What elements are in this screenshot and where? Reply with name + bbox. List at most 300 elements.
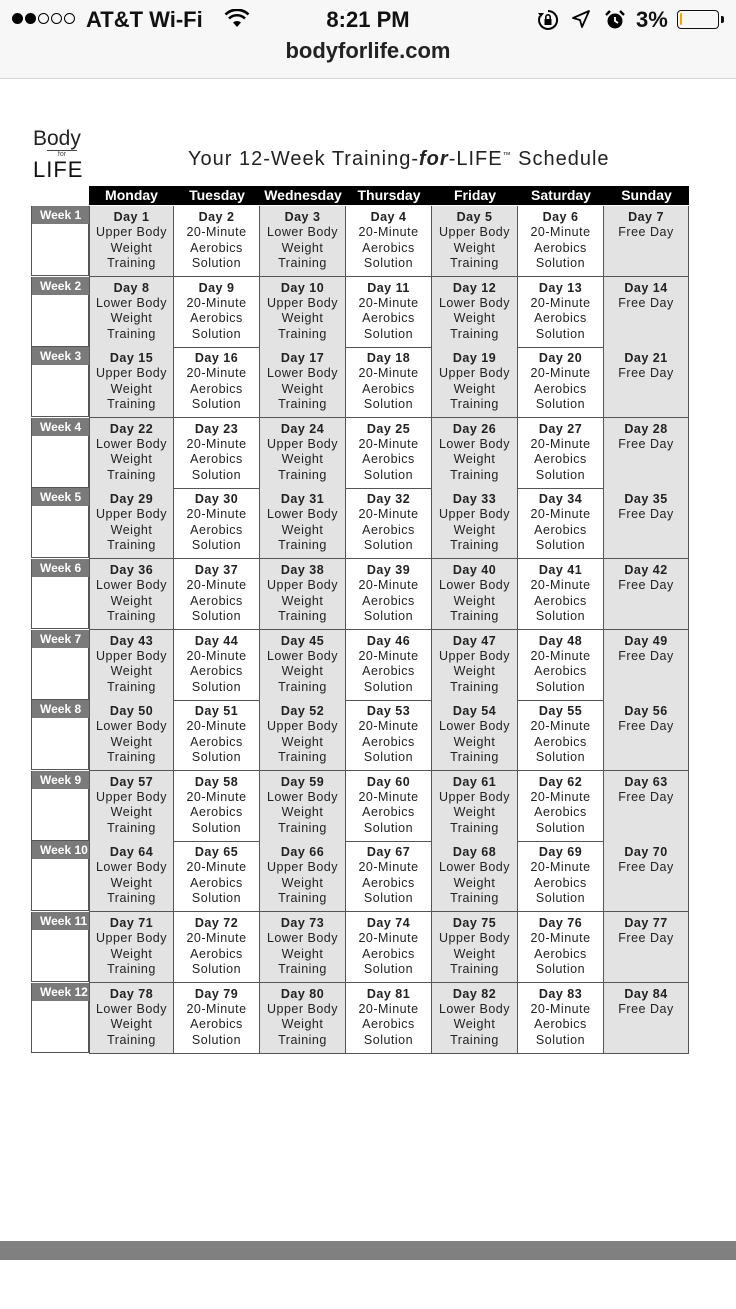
workout-text: Weight: [281, 593, 324, 608]
workout-text: Free Day: [618, 436, 674, 451]
workout-text: Training: [450, 397, 499, 412]
workout-text: 20-Minute: [186, 789, 247, 804]
day-number: Day 13: [538, 280, 583, 295]
day-cell: [260, 206, 346, 277]
day-cell: [89, 983, 174, 1054]
workout-text: Weight: [281, 522, 324, 537]
week-column-cell: [31, 912, 89, 982]
workout-text: Lower Body: [95, 719, 167, 734]
carrier-label: AT&T Wi-Fi: [86, 7, 203, 32]
workout-text: Free Day: [618, 648, 674, 663]
workout-text: Lower Body: [438, 295, 510, 310]
workout-text: Lower Body: [438, 436, 510, 451]
day-cell: [432, 912, 518, 983]
workout-text: Free Day: [618, 225, 674, 239]
weekday-header-wednesday: Wednesday: [264, 187, 342, 203]
day-number: Day 71: [109, 916, 154, 930]
week-row: [31, 983, 689, 1054]
clock: 8:21 PM: [326, 7, 410, 32]
workout-text: Weight: [110, 805, 153, 820]
workout-text: Lower Body: [266, 225, 338, 239]
battery-icon: [677, 10, 719, 29]
day-cell: [174, 559, 260, 630]
workout-text: Upper Body: [95, 648, 167, 663]
workout-text: Solution: [191, 397, 242, 412]
workout-text: Aerobics: [362, 875, 415, 890]
day-number: Day 39: [366, 563, 411, 577]
workout-text: Aerobics: [190, 593, 243, 608]
day-number: Day 52: [280, 704, 325, 719]
workout-text: Weight: [110, 946, 153, 961]
week-label: Week 8: [32, 700, 89, 718]
workout-text: Aerobics: [362, 522, 415, 537]
week-row: [31, 347, 689, 418]
workout-text: Aerobics: [190, 311, 243, 326]
workout-text: 20-Minute: [530, 1001, 591, 1016]
workout-text: Aerobics: [534, 734, 587, 749]
day-cell: [604, 277, 689, 348]
workout-text: Weight: [281, 805, 324, 820]
workout-text: Training: [107, 256, 156, 270]
day-number: Day 9: [198, 280, 235, 295]
workout-text: Aerobics: [362, 1017, 415, 1032]
workout-text: Weight: [453, 1017, 496, 1032]
day-cell: [89, 559, 174, 630]
week-label: Week 5: [32, 488, 89, 506]
day-cell: [518, 347, 604, 418]
day-cell: [89, 700, 174, 771]
day-number: Day 36: [109, 563, 154, 577]
day-cell: [174, 700, 260, 771]
day-cell: [604, 418, 689, 489]
day-number: Day 40: [452, 563, 497, 577]
workout-text: Free Day: [618, 295, 674, 310]
day-number: Day 15: [109, 351, 154, 366]
day-cell: [174, 488, 260, 559]
day-cell: [518, 630, 604, 701]
day-number: Day 27: [538, 421, 583, 436]
workout-text: Training: [107, 326, 156, 341]
day-number: Day 55: [538, 704, 583, 719]
workout-text: Solution: [363, 397, 414, 412]
workout-text: Aerobics: [534, 452, 587, 467]
day-cell: [432, 771, 518, 842]
day-number: Day 79: [194, 986, 239, 1001]
day-number: Day 70: [624, 845, 668, 860]
workout-text: Weight: [281, 664, 324, 679]
workout-text: Free Day: [618, 719, 674, 734]
workout-text: Training: [450, 962, 499, 976]
day-number: Day 48: [538, 633, 583, 648]
workout-text: Weight: [110, 875, 153, 890]
workout-text: Training: [107, 750, 156, 765]
week-label: Week 3: [32, 347, 89, 365]
workout-text: Aerobics: [362, 805, 415, 820]
workout-text: Free Day: [618, 931, 674, 945]
day-number: Day 6: [542, 210, 579, 224]
workout-text: Solution: [191, 891, 242, 906]
day-cell: [174, 912, 260, 983]
workout-text: Solution: [363, 467, 414, 482]
workout-text: Aerobics: [534, 664, 587, 679]
workout-text: Aerobics: [190, 946, 243, 961]
day-number: Day 74: [366, 916, 411, 930]
workout-text: Aerobics: [190, 805, 243, 820]
workout-text: Training: [278, 609, 327, 623]
workout-text: Weight: [110, 311, 153, 326]
workout-text: Weight: [453, 875, 496, 890]
workout-text: Aerobics: [362, 946, 415, 961]
day-cell: [346, 559, 432, 630]
workout-text: Solution: [535, 679, 586, 694]
workout-text: Aerobics: [362, 452, 415, 467]
workout-text: Weight: [453, 593, 496, 608]
day-number: Day 28: [624, 421, 668, 436]
day-number: Day 41: [538, 563, 583, 577]
day-cell: [260, 983, 346, 1054]
day-cell: [604, 841, 689, 912]
workout-text: Training: [278, 397, 327, 412]
workout-text: Training: [107, 609, 156, 623]
day-number: Day 43: [109, 633, 154, 648]
workout-text: Training: [278, 256, 327, 270]
day-cell: [604, 912, 689, 983]
day-number: Day 7: [628, 210, 664, 224]
workout-text: Solution: [191, 609, 242, 623]
day-number: Day 2: [198, 210, 235, 224]
workout-text: Aerobics: [190, 734, 243, 749]
workout-text: 20-Minute: [530, 225, 591, 239]
day-cell: [432, 488, 518, 559]
address-bar-url[interactable]: bodyforlife.com: [285, 38, 451, 63]
day-cell: [604, 771, 689, 842]
week-column-cell: [31, 488, 89, 558]
workout-text: Lower Body: [438, 578, 510, 592]
day-number: Day 64: [109, 845, 154, 860]
bottom-toolbar-strip: [0, 1241, 736, 1260]
day-number: Day 62: [538, 774, 583, 789]
workout-text: 20-Minute: [358, 225, 419, 239]
day-number: Day 32: [366, 492, 411, 507]
day-number: Day 57: [109, 774, 154, 789]
week-column-cell: [31, 630, 89, 700]
workout-text: 20-Minute: [530, 295, 591, 310]
day-cell: [432, 418, 518, 489]
workout-text: 20-Minute: [186, 225, 247, 239]
day-number: Day 16: [194, 351, 239, 366]
day-number: Day 60: [366, 774, 411, 789]
workout-text: Weight: [110, 1017, 153, 1032]
workout-text: 20-Minute: [530, 436, 591, 451]
workout-text: Training: [278, 679, 327, 694]
day-number: Day 30: [194, 492, 239, 507]
workout-text: 20-Minute: [358, 578, 419, 592]
workout-text: Weight: [281, 381, 324, 396]
day-cell: [260, 912, 346, 983]
workout-text: 20-Minute: [186, 931, 247, 945]
workout-text: 20-Minute: [358, 860, 419, 875]
day-cell: [260, 488, 346, 559]
workout-text: Upper Body: [266, 578, 338, 592]
weekday-header-friday: Friday: [453, 187, 496, 203]
weekday-header-thursday: Thursday: [357, 187, 421, 203]
workout-text: Upper Body: [266, 436, 338, 451]
workout-text: Aerobics: [534, 240, 587, 255]
day-number: Day 14: [624, 280, 668, 295]
day-cell: [604, 630, 689, 701]
workout-text: Upper Body: [266, 1001, 338, 1016]
day-number: Day 63: [624, 774, 668, 789]
week-row: [31, 841, 689, 912]
day-cell: [604, 700, 689, 771]
workout-text: Weight: [453, 664, 496, 679]
weekday-header-row: [89, 186, 689, 205]
workout-text: Free Day: [618, 366, 674, 381]
day-number: Day 80: [280, 986, 325, 1001]
weekday-header-monday: Monday: [105, 187, 158, 203]
workout-text: Weight: [453, 240, 496, 255]
day-cell: [604, 206, 689, 277]
workout-text: Weight: [453, 522, 496, 537]
workout-text: Lower Body: [438, 719, 510, 734]
week-column-cell: [31, 418, 89, 488]
workout-text: Solution: [535, 256, 586, 270]
day-number: Day 47: [452, 633, 497, 648]
day-cell: [260, 418, 346, 489]
day-cell: [518, 841, 604, 912]
workout-text: Aerobics: [534, 381, 587, 396]
workout-text: Weight: [281, 452, 324, 467]
day-cell: [89, 206, 174, 277]
workout-text: Training: [278, 467, 327, 482]
day-number: Day 12: [452, 280, 497, 295]
day-number: Day 49: [624, 633, 668, 648]
workout-text: Training: [278, 750, 327, 765]
workout-text: 20-Minute: [186, 578, 247, 592]
workout-text: Training: [107, 962, 156, 976]
day-number: Day 8: [113, 280, 150, 295]
workout-text: Upper Body: [438, 225, 510, 239]
day-number: Day 11: [367, 280, 410, 295]
workout-text: 20-Minute: [358, 931, 419, 945]
workout-text: 20-Minute: [358, 719, 419, 734]
workout-text: Solution: [191, 962, 242, 976]
day-number: Day 65: [194, 845, 239, 860]
day-cell: [518, 418, 604, 489]
week-label: Week 7: [32, 630, 89, 648]
workout-text: 20-Minute: [186, 507, 247, 522]
body-for-life-logo: Body for LIFE: [33, 127, 84, 182]
day-cell: [604, 983, 689, 1054]
workout-text: Solution: [191, 326, 242, 341]
workout-text: Lower Body: [95, 1001, 167, 1016]
battery-percentage: 3%: [636, 7, 668, 32]
workout-text: Training: [278, 820, 327, 835]
workout-text: Aerobics: [534, 946, 587, 961]
day-number: Day 76: [538, 916, 583, 930]
workout-text: Solution: [363, 609, 414, 623]
week-row: [31, 488, 689, 559]
week-row: [31, 771, 689, 842]
day-number: Day 20: [538, 351, 583, 366]
day-number: Day 10: [280, 280, 325, 295]
workout-text: 20-Minute: [186, 366, 247, 381]
workout-text: Aerobics: [190, 240, 243, 255]
day-cell: [174, 841, 260, 912]
day-cell: [346, 841, 432, 912]
day-cell: [260, 630, 346, 701]
day-cell: [89, 771, 174, 842]
week-row: [31, 559, 689, 630]
week-label: Week 2: [32, 277, 89, 295]
week-label: Week 1: [32, 206, 89, 224]
workout-text: Lower Body: [95, 860, 167, 875]
workout-text: Weight: [281, 240, 324, 255]
week-column-cell: [31, 771, 89, 841]
workout-text: Aerobics: [362, 734, 415, 749]
workout-text: Solution: [535, 891, 586, 906]
workout-text: Solution: [535, 962, 586, 976]
workout-text: 20-Minute: [186, 860, 247, 875]
workout-text: Upper Body: [438, 648, 510, 663]
workout-text: Weight: [453, 805, 496, 820]
workout-text: Training: [107, 397, 156, 412]
day-cell: [432, 559, 518, 630]
workout-text: Training: [107, 820, 156, 835]
workout-text: Upper Body: [438, 931, 510, 945]
day-cell: [432, 983, 518, 1054]
workout-text: Weight: [110, 240, 153, 255]
workout-text: Free Day: [618, 507, 674, 522]
workout-text: Training: [278, 891, 327, 906]
day-cell: [89, 912, 174, 983]
day-cell: [260, 841, 346, 912]
day-number: Day 18: [366, 351, 411, 366]
day-number: Day 67: [366, 845, 411, 860]
day-cell: [518, 700, 604, 771]
day-cell: [604, 488, 689, 559]
workout-text: 20-Minute: [186, 719, 247, 734]
week-row: [31, 630, 689, 701]
workout-text: Aerobics: [534, 1017, 587, 1032]
workout-text: Lower Body: [438, 1001, 510, 1016]
workout-text: Weight: [110, 664, 153, 679]
day-cell: [174, 983, 260, 1054]
schedule-title: Your 12-Week Training-for-LIFE™ Schedule: [188, 148, 610, 170]
workout-text: Solution: [191, 750, 242, 765]
workout-text: Training: [450, 609, 499, 623]
workout-text: Weight: [110, 452, 153, 467]
workout-text: Upper Body: [95, 507, 167, 522]
week-label: Week 11: [32, 912, 89, 930]
day-cell: [346, 983, 432, 1054]
workout-text: Aerobics: [190, 452, 243, 467]
workout-text: Aerobics: [362, 311, 415, 326]
day-number: Day 24: [280, 421, 325, 436]
workout-text: 20-Minute: [530, 719, 591, 734]
workout-text: Weight: [110, 522, 153, 537]
day-number: Day 83: [538, 986, 583, 1001]
day-cell: [346, 206, 432, 277]
day-cell: [604, 559, 689, 630]
workout-text: Free Day: [618, 578, 674, 592]
workout-text: Upper Body: [266, 295, 338, 310]
workout-text: Weight: [281, 734, 324, 749]
workout-text: Aerobics: [190, 1017, 243, 1032]
workout-text: Training: [450, 891, 499, 906]
workout-text: Training: [107, 467, 156, 482]
workout-text: 20-Minute: [358, 1001, 419, 1016]
day-number: Day 54: [452, 704, 497, 719]
workout-text: Lower Body: [95, 578, 167, 592]
workout-text: Solution: [535, 467, 586, 482]
day-number: Day 66: [280, 845, 325, 860]
day-number: Day 50: [109, 704, 154, 719]
day-number: Day 37: [194, 563, 239, 577]
workout-text: Training: [278, 962, 327, 976]
day-cell: [174, 771, 260, 842]
day-cell: [174, 418, 260, 489]
day-number: Day 56: [624, 704, 668, 719]
day-number: Day 25: [366, 421, 411, 436]
day-number: Day 78: [109, 986, 154, 1001]
workout-text: Weight: [453, 381, 496, 396]
weekday-header-sunday: Sunday: [621, 187, 672, 203]
workout-text: 20-Minute: [186, 436, 247, 451]
day-number: Day 68: [452, 845, 497, 860]
day-cell: [260, 700, 346, 771]
day-number: Day 69: [538, 845, 583, 860]
workout-text: Free Day: [618, 789, 674, 804]
week-row: [31, 277, 689, 348]
workout-text: Lower Body: [266, 789, 338, 804]
workout-text: 20-Minute: [358, 366, 419, 381]
workout-text: 20-Minute: [358, 648, 419, 663]
day-number: Day 34: [538, 492, 583, 507]
workout-text: Aerobics: [534, 522, 587, 537]
workout-text: Upper Body: [95, 931, 167, 945]
workout-text: Training: [107, 538, 156, 553]
day-number: Day 19: [452, 351, 497, 366]
workout-text: Weight: [453, 734, 496, 749]
day-cell: [346, 630, 432, 701]
day-number: Day 51: [194, 704, 239, 719]
weekday-header-tuesday: Tuesday: [189, 187, 245, 203]
day-cell: [346, 912, 432, 983]
workout-text: Training: [450, 820, 499, 835]
workout-text: Lower Body: [95, 295, 167, 310]
day-cell: [174, 206, 260, 277]
workout-text: 20-Minute: [530, 860, 591, 875]
alarm-icon: [604, 9, 626, 31]
workout-text: Solution: [535, 609, 586, 623]
workout-text: 20-Minute: [358, 507, 419, 522]
workout-text: Aerobics: [362, 240, 415, 255]
workout-text: Aerobics: [534, 593, 587, 608]
workout-text: Weight: [281, 946, 324, 961]
day-cell: [89, 841, 174, 912]
workout-text: Solution: [363, 538, 414, 553]
week-row: [31, 912, 689, 983]
workout-text: Solution: [535, 750, 586, 765]
workout-text: Solution: [363, 962, 414, 976]
day-number: Day 73: [280, 916, 325, 930]
workout-text: Upper Body: [438, 507, 510, 522]
workout-text: Solution: [363, 679, 414, 694]
workout-text: Aerobics: [534, 311, 587, 326]
workout-text: Weight: [281, 311, 324, 326]
workout-text: 20-Minute: [186, 648, 247, 663]
